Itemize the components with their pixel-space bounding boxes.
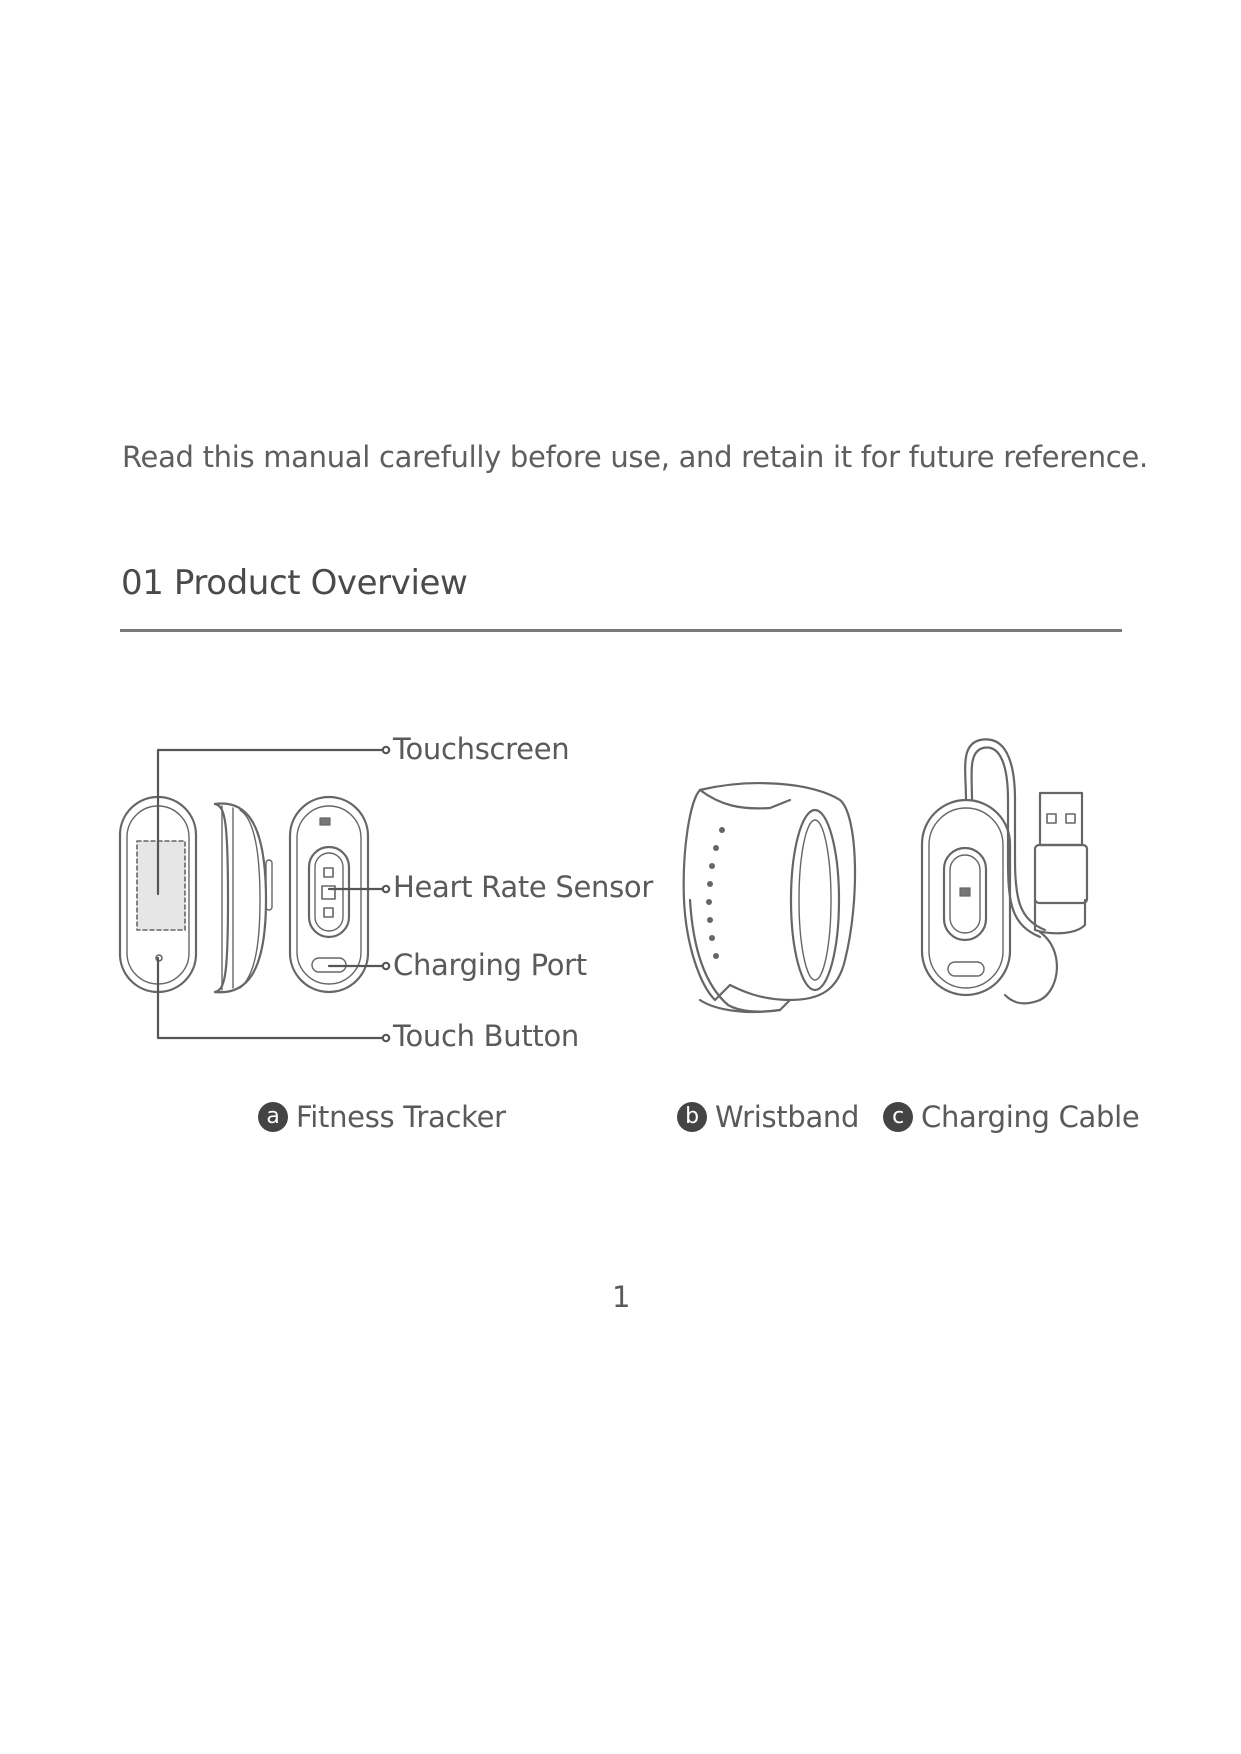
callout-charging-port: Charging Port (393, 948, 587, 982)
tracker-back-illustration (290, 797, 368, 992)
charging-cable-illustration (922, 739, 1087, 1003)
intro-text: Read this manual carefully before use, and retain it for future reference. (122, 440, 1148, 474)
caption-fitness-tracker (258, 1100, 506, 1134)
callout-touchscreen: Touchscreen (393, 732, 570, 766)
caption-badge-b: b (677, 1102, 707, 1132)
section-title: 01 Product Overview (121, 563, 468, 603)
caption-wristband (677, 1100, 859, 1134)
caption-badge-c: c (883, 1102, 913, 1132)
caption-label-wristband: Wristband (715, 1100, 860, 1134)
callout-leader-lines (158, 747, 389, 1041)
caption-badge-a: a (258, 1102, 288, 1132)
caption-label-fitness-tracker: Fitness Tracker (296, 1100, 506, 1134)
caption-label-charging-cable: Charging Cable (921, 1100, 1140, 1134)
tracker-side-illustration (215, 804, 272, 993)
page-number: 1 (612, 1280, 631, 1314)
callout-heart-rate-sensor: Heart Rate Sensor (393, 870, 653, 904)
callout-touch-button: Touch Button (393, 1019, 579, 1053)
wristband-illustration (684, 783, 855, 1012)
caption-charging-cable (883, 1100, 1139, 1134)
